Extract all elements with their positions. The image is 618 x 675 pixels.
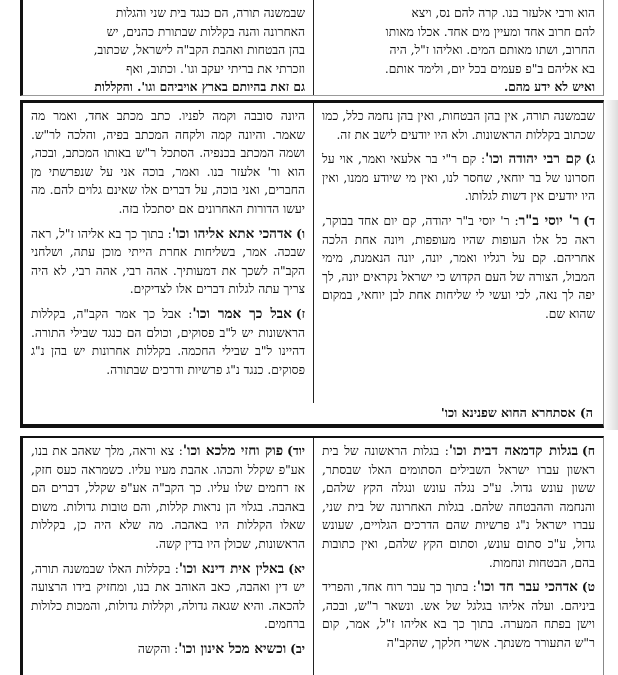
paragraph-number: ג) bbox=[585, 152, 596, 167]
paragraph-number: ט) bbox=[581, 580, 595, 595]
paragraph bbox=[322, 107, 595, 144]
paragraph-heading: אדהכי אתא אליהו וכו' bbox=[171, 225, 293, 242]
paragraph-heading: ר' יוסי ב"ר bbox=[518, 212, 580, 229]
bottom-text-band bbox=[20, 436, 604, 675]
section-heading-line: ה) אסתחרא החוא שפנינא וכו' bbox=[440, 405, 593, 420]
paragraph: ט)אדהכי עבר חד וכו': בתוך כך עבר רוח אחד, והפריד ביניהם. ועלה אליהו בגלגל של אש. ונשאר ר"ש, ובכה, וישן בפתח המערה. בתוך כך בא אליהו ז"ל, אמר, קום ר"ש התעורר משנתך. אשרי חלקך, שהקב"ה bbox=[322, 579, 595, 650]
paragraph-number: יא) bbox=[288, 561, 305, 576]
paragraph: ח)בגלות קדמאה דבית וכו': בגלות הראשונה של בית ראשון עברו ישראל השבילים הסתומים האלו שבסתר, ששון עונש גדול. ע"כ נגלה עונש ונגלה הקץ שלהם, והנחמה וההבטחה שלהם. בגלות האחרונה של בית שני, עברו ישראל נ"ג פרשיות שהם הדרכים הגלויים, שעונש גדול, ע"כ סתום עונש, וסתום הקץ שלהם, ואין כתובות בהם, הבטחות ונחמות. bbox=[322, 443, 595, 570]
paragraph-heading: באלין אית דינא וכו' bbox=[178, 560, 285, 577]
paragraph-text: קם ר"י בר אלעאי ואמר, אוי על חסרונו של בר יוחאי, שחסר לנו, ואין מי שיודע ממנו, ואין היו יודעים אין דשות לגלותו. bbox=[322, 152, 595, 204]
paragraph-number: ח) bbox=[582, 444, 595, 458]
text-line: החרוב, ושתו מאותם המים. ואליהו ז"ל, היה bbox=[389, 43, 595, 58]
paragraph: יוד)פוק וחזי מלכא וכו': צא וראה, מלך שאהב את בנו, אע"פ שקלל והכהו. אהבת מעיו עליו. כשמראה כעס חזק, אז רחמים שלו עליו. כך הקב"ה אע"פ שקלל, דברים הם באהבה. בגלוי הן נראות קללות, והם טובות גדולות. משום שאלו הקללות היו באהבה. מה שלא היה כן, בקללות הראשונות, שכולן היו בדין קשה. bbox=[31, 443, 306, 551]
paragraph bbox=[31, 107, 305, 219]
scan-edge-shadow bbox=[604, 100, 618, 430]
text-line: להם חרוב אחד ומעיין מים אחד. אכלו מאותו bbox=[385, 24, 595, 39]
text-line: בהן הבטחות ואהבת הקב"ה לישראל, שכתוב, bbox=[93, 43, 305, 58]
paragraph-text: ר' יוסי ב"ר יהודה, קם יום אחד בבוקר, ראה כל אלו העופות שהיו מעופפות, ויונה אחת הלכה אחריהם. קם על רגליו ואמר, יונה, יונה הנאמנת, מימי המבול, הצורה של העם הקדוש כי ישראל נקראים יונה, לך יפה לך נאה, לכי ועשי לי שליחות אחת לבן יוחאי, במקום שהוא שם. bbox=[322, 213, 595, 321]
text-line: האחרונה והנה בקללות שבתורת כהנים, יש bbox=[106, 24, 305, 39]
paragraph-text: היונה סובבה וקמה לפניו. כתב מכתב אחד, ואמר מה שאמר. והיונה קמה ולקחה המכתב בפיה, והלכה לר"ש. ושמה המכתב בכנפיה. הסתכל ר"ש באותו המכתב, ובכה, הוא ור' אלעזר בנו. ואמר, בוכה אני על שנפרשתי מן החברים, ואני בוכה, על דברים אלו שאינם גלוים להם. מה יעשו הדורות האחרונים אם יסתכלו בזה. bbox=[31, 109, 305, 216]
paragraph: ג)קם רבי יהודה וכו': קם ר"י בר אלעאי ואמר, אוי על חסרונו של בר יוחאי, שחסר לנו, ואין מי שיודע ממנו, ואין היו יודעים אין דשות לגלותו. bbox=[322, 151, 596, 204]
paragraph-text: בקללות האלו שבמשנה תורה, יש דין ואהבה, כאב האוהב את בנו, ומחזיק בידו הרצועה להכאה. והיא שגאה גדולה, וקללות גדולות, והמכות כלולות ברחמים. bbox=[31, 561, 305, 632]
paragraph-text: שבמשנה תורה, אין בהן הבטחות, ואין בהן נחמה כלל, כמו שכתוב בקללות הראשונות. ולא היו יודעים לישב את זה. bbox=[322, 109, 595, 142]
paragraph-text: בתוך כך עבר רוח אחד, והפריד ביניהם. ועלה אליהו בגלגל של אש. ונשאר ר"ש, ובכה, וישן בפתח המערה. בתוך כך בא אליהו ז"ל, אמר, קום ר"ש התעורר משנתך. אשרי חלקך, שהקב"ה bbox=[322, 580, 595, 650]
middle-right-column bbox=[313, 103, 603, 403]
paragraph-heading: אבל כך אמר וכו' bbox=[192, 305, 292, 322]
paragraph-heading: קם רבי יהודה וכו' bbox=[485, 151, 582, 168]
paragraph: ד)ר' יוסי ב"ר: ר' יוסי ב"ר יהודה, קם יום אחד בבוקר, ראה כל אלו העופות שהיו מעופפות, ויונה אחת הלכה אחריהם. קם על רגליו ואמר, יונה, יונה הנאמנת, מימי המבול, הצורה של העם הקדוש כי ישראל נקראים יונה, לך יפה לך נאה, לכי ועשי לי שליחות אחת לבן יוחאי, במקום שהוא שם. bbox=[322, 212, 595, 321]
text-line: ואיש לא ידע מהם. bbox=[503, 80, 595, 95]
paragraph-number: ז) bbox=[295, 306, 305, 321]
paragraph-heading: בגלות קדמאה דבית וכו' bbox=[448, 443, 579, 459]
paragraph: ז)אבל כך אמר וכו': אבל כך אמר הקב"ה, בקללות הראשונות יש ל"ב פסוקים, וכולם הם כנגד שבילי התורה. דהיינו ל"ב שבילי החכמה. בקללות אחרונות יש בהן נ"ג פסוקים. כנגד נ"ג פרשיות ודרכים שבתורה. bbox=[31, 305, 305, 377]
paragraph-text: צא וראה, מלך שאהב את בנו, אע"פ שקלל והכהו. אהבת מעיו עליו. כשמראה כעס חזק, אז רחמים שלו עליו. כך הקב"ה אע"פ שקלל, דברים הם באהבה. בגלוי הן נראות קללות, והם טובות גדולות. משום שאלו הקללות היו באהבה. מה שלא היה כן, בקללות הראשונות, שכולן היו בדין קשה. bbox=[31, 444, 305, 551]
text-line: שבמשנה תורה, הם כנגד בית שני והגלות bbox=[115, 6, 305, 20]
paragraph-heading: פוק וחזי מלכא וכו' bbox=[182, 443, 284, 459]
paragraph-text: בתוך כך בא אליהו ז"ל, ראה שבכה. אמר, בשליחות אחרת הייתי מוכן עתה, ושלחני הקב"ה לשכך את דמעותיך. אהה רבי, אהה רבי, לא היה צריך עתה לגלות דברים אלו לצדיקים. bbox=[31, 226, 305, 297]
paragraph-text: אבל כך אמר הקב"ה, בקללות הראשונות יש ל"ב פסוקים, וכולם הם כנגד שבילי התורה. דהיינו ל"ב שבילי החכמה. בקללות אחרונות יש בהן נ"ג פסוקים. כנגד נ"ג פרשיות ודרכים שבתורה. bbox=[31, 306, 305, 377]
paragraph: יא)באלין אית דינא וכו': בקללות האלו שבמשנה תורה, יש דין ואהבה, כאב האוהב את בנו, ומחזיק בידו הרצועה להכאה. והיא שגאה גדולה, וקללות גדולות, והמכות כלולות ברחמים. bbox=[31, 560, 305, 632]
top-text-band bbox=[20, 0, 604, 96]
text-line: בא אליהם ב"פ פעמים בכל יום, ולימד אותם. bbox=[384, 61, 595, 76]
bottom-left-column bbox=[23, 438, 313, 675]
text-line: הוא ורבי אלעזר בנו. קרה להם נס, ויצא bbox=[411, 6, 595, 20]
top-right-column bbox=[313, 0, 603, 95]
bottom-right-column bbox=[313, 438, 603, 675]
paragraph-text: בגלות הראשונה של בית ראשון עברו ישראל השבילים הסתומים האלו שבסתר, ששון עונש גדול. ע"כ נגלה עונש ונגלה הקץ שלהם, והנחמה וההבטחה שלהם. בגלות האחרונה של בית שני, עברו ישראל נ"ג פרשיות שהם הדרכים הגלויים, שעונש גדול, ע"כ סתום עונש, וסתום הקץ שלהם, ואין כתובות בהם, הבטחות ונחמות. bbox=[322, 444, 595, 570]
paragraph-number: יב) bbox=[290, 641, 305, 656]
paragraph-number: יוד) bbox=[287, 444, 306, 458]
middle-text-band bbox=[20, 100, 604, 428]
paragraph-heading: אדהכי עבר חד וכו' bbox=[476, 579, 578, 596]
paragraph: יב)וכשיא מכל אינון וכו': והקשה bbox=[137, 640, 305, 657]
middle-left-column bbox=[23, 103, 313, 403]
text-line: גם זאת בהיותם בארץ אויביהם וגו'. והקללות bbox=[94, 80, 305, 95]
paragraph-number: ד) bbox=[583, 213, 595, 228]
paragraph-text: והקשה bbox=[137, 641, 171, 656]
top-left-column bbox=[23, 0, 313, 95]
text-line: וזכרתי את בריתי יעקב וגו'. וכתוב, ואף bbox=[126, 61, 305, 76]
paragraph-heading: וכשיא מכל אינון וכו' bbox=[178, 640, 287, 657]
paragraph-number: ו) bbox=[296, 226, 305, 241]
paragraph: ו)אדהכי אתא אליהו וכו': בתוך כך בא אליהו ז"ל, ראה שבכה. אמר, בשליחות אחרת הייתי מוכן עתה, ושלחני הקב"ה לשכך את דמעותיך. אהה רבי, אהה רבי, לא היה צריך עתה לגלות דברים אלו לצדיקים. bbox=[31, 225, 305, 297]
